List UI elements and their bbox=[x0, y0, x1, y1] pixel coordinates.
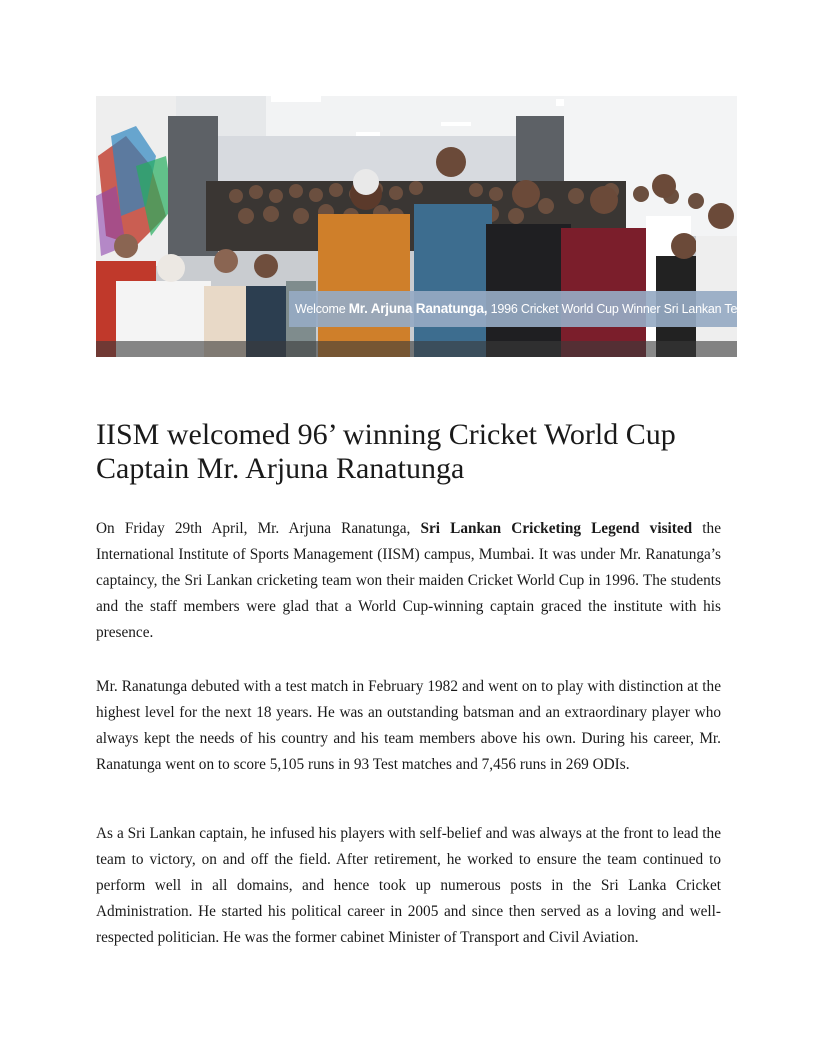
paragraph-1-rest: the International Institute of Sports Management (IISM) campus, Mumbai. It was under Mr. Ranatunga’s captaincy, the Sri Lankan cricketing team won their maiden Cricket World Cup in 1996. The students and the staff members were glad that a World Cup-winning captain graced the institute with his presence. bbox=[96, 520, 721, 641]
welcome-banner bbox=[289, 291, 800, 327]
article-paragraph-3: As a Sri Lankan captain, he infused his players with self-belief and was always at the front to lead the team to victory, on and off the field. After retirement, he worked to ensure the team continued to perform well in all domains, and hence took up numerous posts in the Sri Lanka Cricket Administration. He started his political career in 2005 and since then served as a loving and well-respected politician. He was the former cabinet Minister of Transport and Civil Aviation. bbox=[96, 825, 721, 946]
banner-guest-name: Mr. Arjuna Ranatunga, bbox=[348, 301, 488, 316]
banner-tagline: 1996 Cricket World Cup Winner Sri Lankan Team Captain bbox=[490, 302, 800, 316]
article-title: IISM welcomed 96’ winning Cricket World Cup Captain Mr. Arjuna Ranatunga bbox=[96, 418, 676, 485]
article-paragraph-2: Mr. Ranatunga debuted with a test match in February 1982 and went on to play with distinction at the highest level for the next 18 years. He was an outstanding batsman and an extraordinary player who always kept the needs of his country and his team members above his own. During his career, Mr. Ranatunga went on to score 5,105 runs in 93 Test matches and 7,456 runs in 269 ODIs. bbox=[96, 678, 721, 773]
article-paragraph-1 bbox=[96, 516, 721, 646]
paragraph-1-highlight: Sri Lankan Cricketing Legend visited bbox=[420, 520, 693, 537]
banner-welcome-text: Welcome bbox=[295, 302, 346, 316]
paragraph-1-lead: On Friday 29th April, Mr. Arjuna Ranatunga, bbox=[96, 520, 411, 537]
event-group-photo bbox=[96, 96, 800, 357]
